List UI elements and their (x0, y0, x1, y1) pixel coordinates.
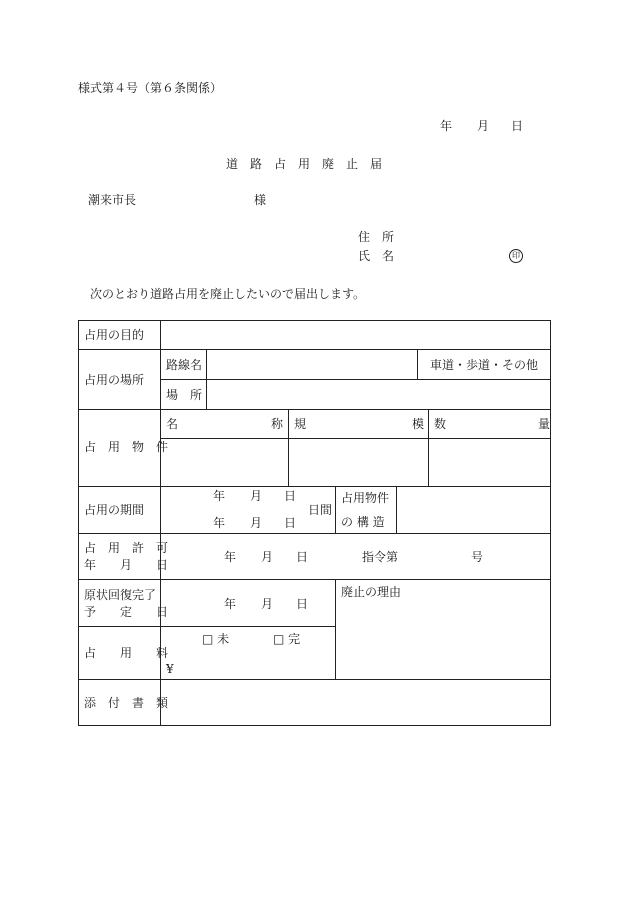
row-divider (78, 409, 551, 410)
reason-field[interactable] (336, 600, 550, 678)
directive-prefix: 指令第 (362, 550, 399, 564)
structure-label-line1: 占用物件 (341, 491, 390, 505)
period-start-day: 日 (284, 489, 297, 503)
fee-unpaid-checkbox[interactable]: □ 未 (202, 632, 230, 646)
col-divider (160, 320, 161, 726)
form-number: 様式第４号（第６条関係） (78, 81, 223, 95)
attachments-field[interactable] (161, 680, 550, 725)
period-end-year: 年 (213, 516, 226, 530)
permit-label-line2: 年 月 日 (84, 558, 169, 572)
reason-label: 廃止の理由 (341, 585, 402, 599)
row-divider (78, 626, 335, 627)
permit-day: 日 (296, 550, 309, 564)
objects-label: 占 用 物 件 (84, 440, 169, 454)
period-days-unit: 日間 (308, 503, 333, 517)
restore-year: 年 (224, 597, 237, 611)
date-year-label: 年 (440, 119, 453, 133)
objects-name-header-2: 称 (271, 417, 284, 431)
addressee-honorific: 様 (254, 193, 267, 207)
restore-month: 月 (261, 597, 274, 611)
period-start-year: 年 (213, 489, 226, 503)
location-label: 占用の場所 (84, 373, 145, 387)
date-month-label: 月 (477, 119, 490, 133)
col-divider (335, 486, 336, 533)
fee-currency: ¥ (166, 662, 174, 676)
road-type-options[interactable]: 車道・歩道・その他 (430, 358, 539, 372)
permit-year: 年 (224, 550, 237, 564)
row-divider (78, 579, 551, 580)
permit-label-line1: 占 用 許 可 (84, 541, 169, 555)
period-end-month: 月 (250, 516, 263, 530)
permit-month: 月 (261, 550, 274, 564)
name-label: 氏 名 (358, 249, 395, 263)
route-name-field[interactable] (207, 350, 416, 378)
directive-suffix: 号 (471, 550, 484, 564)
place-field[interactable] (207, 380, 550, 408)
objects-scale-header-1: 規 (294, 417, 307, 431)
objects-name-header-1: 名 (166, 417, 179, 431)
fee-label: 占 用 料 (84, 646, 169, 660)
period-start-month: 月 (250, 489, 263, 503)
objects-qty-field[interactable] (429, 439, 550, 485)
objects-scale-field[interactable] (289, 439, 427, 485)
objects-scale-header-2: 模 (412, 417, 425, 431)
fee-paid-checkbox[interactable]: □ 完 (273, 632, 301, 646)
restore-label-line2: 予 定 日 (84, 605, 169, 619)
period-end-day: 日 (284, 516, 297, 530)
restore-label-line1: 原状回復完了 (84, 588, 157, 602)
address-label: 住 所 (358, 230, 395, 244)
purpose-label: 占用の目的 (84, 328, 145, 342)
objects-name-field[interactable] (161, 439, 287, 485)
structure-label-line2: の 構 造 (341, 515, 385, 529)
restore-day: 日 (296, 597, 309, 611)
intro-text: 次のとおり道路占用を廃止したいので届出します。 (90, 287, 366, 301)
route-name-label: 路線名 (166, 358, 203, 372)
objects-qty-header-1: 数 (434, 417, 447, 431)
purpose-field[interactable] (161, 321, 550, 348)
seal-mark-icon: 印 (509, 249, 523, 263)
structure-field[interactable] (397, 487, 550, 532)
form-table (78, 320, 551, 726)
col-divider (417, 349, 418, 379)
place-label: 場 所 (166, 388, 203, 402)
addressee: 潮来市長 (88, 193, 137, 207)
objects-qty-header-2: 量 (538, 417, 551, 431)
row-divider (78, 533, 551, 534)
document-title: 道 路 占 用 廃 止 届 (226, 157, 383, 171)
date-day-label: 日 (511, 119, 524, 133)
period-label: 占用の期間 (84, 503, 145, 517)
attachments-label: 添 付 書 類 (84, 696, 169, 710)
